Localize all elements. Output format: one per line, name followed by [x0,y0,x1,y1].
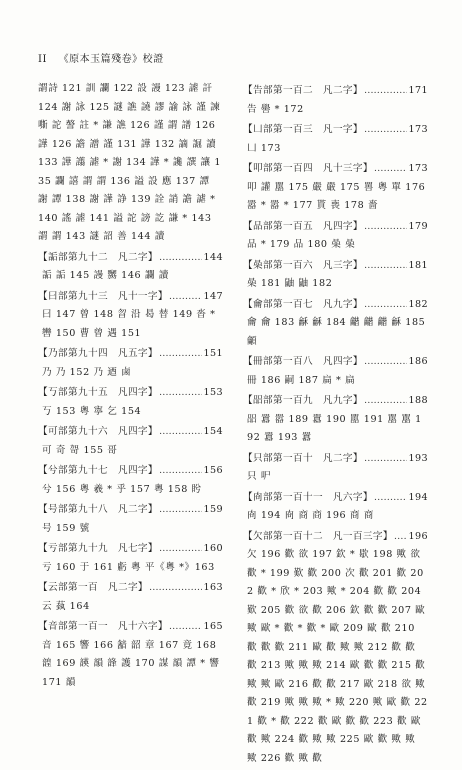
toc-section [243,82,428,119]
toc-entry-body: 詬 詬 145 謾 嬲 146 讕 讀 [42,270,169,281]
toc-entry-title[interactable]: 【叩部第一百四 凡十三字】 ………………………………………………………………………………… 173 [243,160,428,179]
toc-section [243,296,428,352]
toc-entry-body: 丂 153 粵 寧 乞 154 [42,405,142,417]
left-column [38,80,223,694]
toc-page-number: 186 [408,356,428,367]
toc-entry-body: 告 嚳 * 172 [247,103,304,115]
toc-section [243,121,428,158]
toc-entry-body: 亏 160 于 161 虧 粵 平《粵 *》163 [42,561,215,573]
toc-section [38,384,223,421]
toc-entry-title[interactable]: 【告部第一百二 凡二字】 ………………………………………………………………………………… 171 [243,82,428,101]
toc-section [38,288,223,344]
toc-entry-body: 叩 讙 嚚 175 嚴 嚴 175 嘼 粵 單 176 嚣 * 嚣 * 177 貰 喪 178 嗇 [247,181,426,211]
toc-section [243,160,428,216]
toc-entry-body: 欠 196 歡 欲 197 欽 * 歇 198 歟 欲 歡 * 199 歎 歡 200 次 歡 201 歡 202 歡 * 欣 * 203 歟 * 204 歡 歡 204 歎 205 歡 欲 歡 206 欽 歡 歡 207 歐 歟 歐 * 歡 * 歡 * 歐 209 歐 歡 210 歡 歡 歡 211 歐 歡 歟 歟 212 歡 歡 歡 213 歟 歟 歟 214 歐 歡 歡 215 歡 歟 歟 歐 216 歡 歡 217 歐 218 欲 歟 歡 219 歟 歟 歟 * 歟 220 歟 歐 歡 221 歡 * 歡 222 歡 歐 歡 歡 223 歡 歐 歡 歟 224 歡 歟 歟 225 歐 歡 歟 歟 歟 226 歡 歟 歡 [247,549,428,764]
toc-section [38,423,223,460]
toc-section [38,618,223,692]
toc-entry-title[interactable]: 【龠部第一百七 凡九字】 ………………………………………………………………………………… 182 [243,296,428,315]
toc-entry-body: 喿 181 鼬 鼬 182 [247,278,333,289]
toc-entry-title[interactable]: 【喿部第一百六 凡三字】 ………………………………………………………………………………… 181 [243,257,428,276]
toc-entry-body: 凵 173 [247,142,281,154]
toc-entry-title[interactable]: 【詬部第九十二 凡二字】 ………………………………………………………………………………… 144 [38,249,223,268]
toc-entry-body: 只 㕧 [247,471,272,482]
toc-section [38,249,223,286]
toc-entry-body: 曰 147 曾 148 曶 沿 曷 替 149 沓 * 轡 150 曹 曾 遇 151 [42,309,216,339]
toc-entry-title[interactable]: 【丂部第九十五 凡四字】 ………………………………………………………………………………… 153 [38,384,223,403]
toc-page-number: 160 [203,543,223,554]
toc-page-number: 181 [408,259,428,271]
toc-entry-title[interactable]: 【兮部第九十七 凡四字】 ………………………………………………………………………………… 156 [38,462,223,481]
toc-section [38,345,223,382]
toc-entry-title[interactable]: 【号部第九十八 凡二字】 ………………………………………………………………………………… 159 [38,501,223,520]
toc-entry-body: 乃 乃 152 乃 迺 鹵 [42,366,132,378]
toc-entry-title[interactable]: 【乃部第九十四 凡五字】 ………………………………………………………………………………… 151 [38,345,223,364]
toc-page-number: 173 [408,163,428,174]
toc-entry-body: 可 奇 哿 155 哥 [42,444,118,456]
toc-section [243,528,428,769]
toc-section [243,257,428,294]
toc-section [38,462,223,499]
toc-entry-title[interactable]: 【亏部第九十九 凡七字】 ………………………………………………………………………………… 160 [38,540,223,559]
toc-page-number: 188 [408,395,428,406]
toc-page-number: 151 [203,348,223,359]
toc-entry-body: 㗊 囂 嚣 189 囂 190 嚚 191 嚚 嚚 192 囂 193 囂 [247,413,422,443]
toc-entry-body: 冊 186 嗣 187 扁 * 扁 [247,374,356,386]
toc-section [38,540,223,577]
running-header [38,50,164,65]
toc-entry-body: 号 159 號 [42,522,90,534]
toc-entry-body: 音 165 響 166 韽 韶 章 167 竟 168 韹 169 韺 韻 韸 護 170 謀 韻 譚 * 響 171 韻 [42,639,220,688]
toc-entry-title[interactable]: 【欠部第一百十二 凡一百三字】 ………………………………………………………………………………… 196 [243,528,428,547]
page-number: II [38,54,47,65]
toc-entry-body: 兮 156 粵 羲 * 乎 157 粵 158 盻 [42,483,202,495]
toc-entry-body: 龠 龠 183 龢 龢 184 龤 龤 龤 龢 185 龥 [247,317,426,347]
book-title: 《原本玉篇殘卷》校證 [58,54,164,65]
toc-page-number: 196 [408,530,428,542]
toc-page-number: 144 [203,251,223,263]
toc-page-number: 165 [203,621,223,632]
toc-section [38,501,223,538]
toc-section [243,218,428,255]
right-column [243,80,428,770]
toc-page-number: 163 [203,582,223,593]
toc-page-number: 193 [408,452,428,464]
continued-paragraph: 謂詩 121 訓 讕 122 設 謾 123 謔 訐 124 謝 詠 125 謎 譙 譊 謬 諭 詠 謹 諫 嘶 詑 謷 註 * 謙 譙 126 謹 謂 譜 126 譁 126 譫 譄 謹 131 譁 132 謫 誳 讀 133 譁 譾 謔 * 謝 134 譁 * 讒 譔 讓 135 讕 譆 謂 謂 136 謚 設 應 137 譚 謝 譚 138 謝 譁 諍 139 詮 誚 譫 謔 * 140 謠 謔 141 謚 詑 謗 訖 謙 * 143 謂 謂 143 謎 詔 善 144 讀 [38,83,222,242]
toc-entry-title[interactable]: 【曰部第九十三 凡十一字】 ………………………………………………………………………………… 147 [38,288,223,307]
toc-entry-title[interactable]: 【冊部第一百八 凡四字】 ………………………………………………………………………………… 186 [243,353,428,372]
toc-entry-body: 云 蓺 164 [42,600,90,612]
toc-entry-title[interactable]: 【品部第一百五 凡四字】 ………………………………………………………………………………… 179 [243,218,428,237]
toc-page-number: 159 [203,504,223,515]
toc-page-number: 173 [408,124,428,135]
toc-section [243,450,428,487]
toc-entry-body: 品 * 179 品 180 喿 喿 [247,239,356,250]
toc-page-number: 179 [408,220,428,232]
toc-section [243,392,428,448]
toc-page-number: 156 [203,465,223,476]
toc-entry-title[interactable]: 【㗊部第一百九 凡九字】 ………………………………………………………………………………… 188 [243,392,428,411]
toc-section [243,353,428,390]
toc-page-number: 153 [203,387,223,398]
toc-entry-title[interactable]: 【只部第一百十 凡二字】 ………………………………………………………………………………… 193 [243,450,428,469]
toc-page-number: 194 [408,491,428,503]
toc-entry-title[interactable]: 【可部第九十六 凡四字】 ………………………………………………………………………………… 154 [38,423,223,442]
toc-page-number: 182 [408,298,428,310]
toc-section [243,489,428,526]
toc-entry-title[interactable]: 【云部第一百 凡二字】 ………………………………………………………………………………… 163 [38,579,223,598]
toc-page-number: 147 [203,290,223,302]
toc-page-number: 154 [203,426,223,437]
toc-entry-title[interactable]: 【音部第一百一 凡十六字】 ………………………………………………………………………………… 165 [38,618,223,637]
toc-entry-body: 㕯 194 㕯 商 商 196 商 商 [247,510,374,521]
toc-page-number: 171 [408,85,428,96]
toc-entry-title[interactable]: 【凵部第一百三 凡一字】 ………………………………………………………………………………… 173 [243,121,428,140]
toc-entry-title[interactable]: 【㕯部第一百十一 凡六字】 ………………………………………………………………………………… 194 [243,489,428,508]
toc-section [38,579,223,616]
